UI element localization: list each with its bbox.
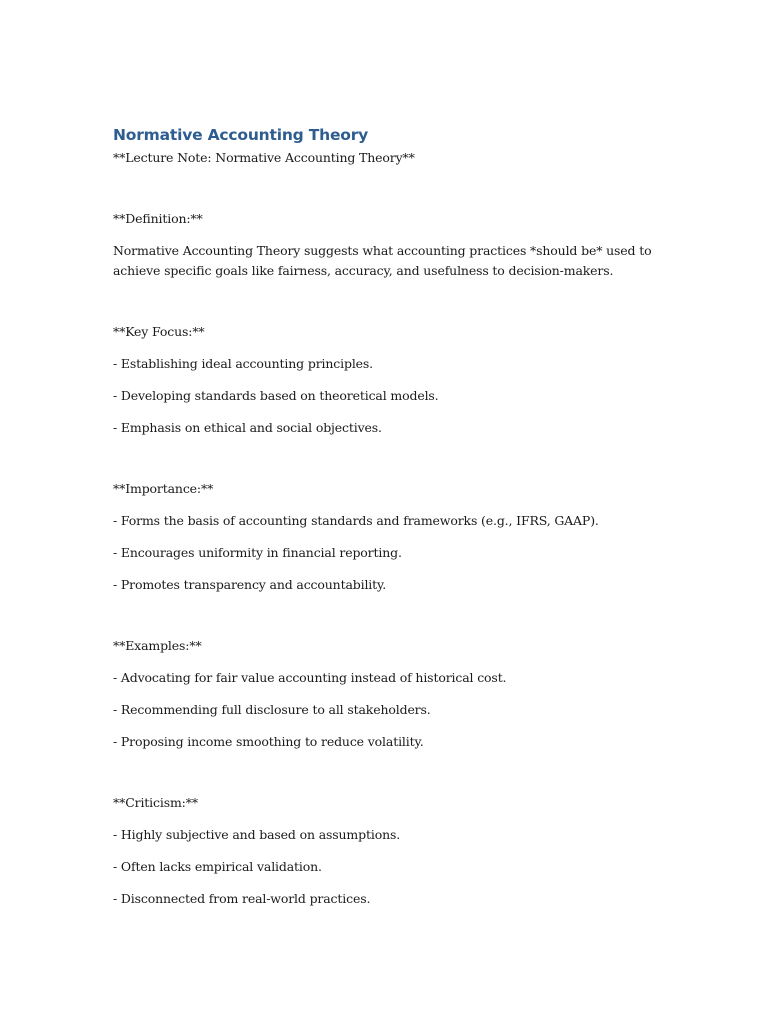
examples-heading: **Examples:** [113, 638, 202, 653]
list-item: - Often lacks empirical validation. [113, 859, 322, 874]
list-item: - Disconnected from real-world practices. [113, 891, 371, 906]
criticism-heading: **Criticism:** [113, 795, 198, 810]
lecture-note-subtitle: **Lecture Note: Normative Accounting Theory** [113, 150, 415, 165]
list-item: - Encourages uniformity in financial reporting. [113, 545, 402, 560]
list-item: - Establishing ideal accounting principles. [113, 356, 374, 371]
list-item: - Recommending full disclosure to all stakeholders. [113, 702, 431, 717]
list-item: - Proposing income smoothing to reduce volatility. [113, 734, 424, 749]
definition-heading: **Definition:** [113, 211, 203, 226]
definition-text-line-2: achieve specific goals like fairness, accuracy, and usefulness to decision-makers. [113, 263, 614, 278]
list-item: - Highly subjective and based on assumptions. [113, 827, 401, 842]
list-item: - Advocating for fair value accounting instead of historical cost. [113, 670, 507, 685]
list-item: - Emphasis on ethical and social objectives. [113, 420, 382, 435]
list-item: - Promotes transparency and accountability. [113, 577, 387, 592]
document-page [113, 125, 653, 909]
document-title: Normative Accounting Theory [113, 126, 369, 144]
list-item: - Developing standards based on theoretical models. [113, 388, 439, 403]
importance-heading: **Importance:** [113, 481, 214, 496]
list-item: - Forms the basis of accounting standards and frameworks (e.g., IFRS, GAAP). [113, 513, 599, 528]
definition-text-line-1: Normative Accounting Theory suggests what accounting practices *should be* used to [113, 243, 652, 258]
key-focus-heading: **Key Focus:** [113, 324, 205, 339]
